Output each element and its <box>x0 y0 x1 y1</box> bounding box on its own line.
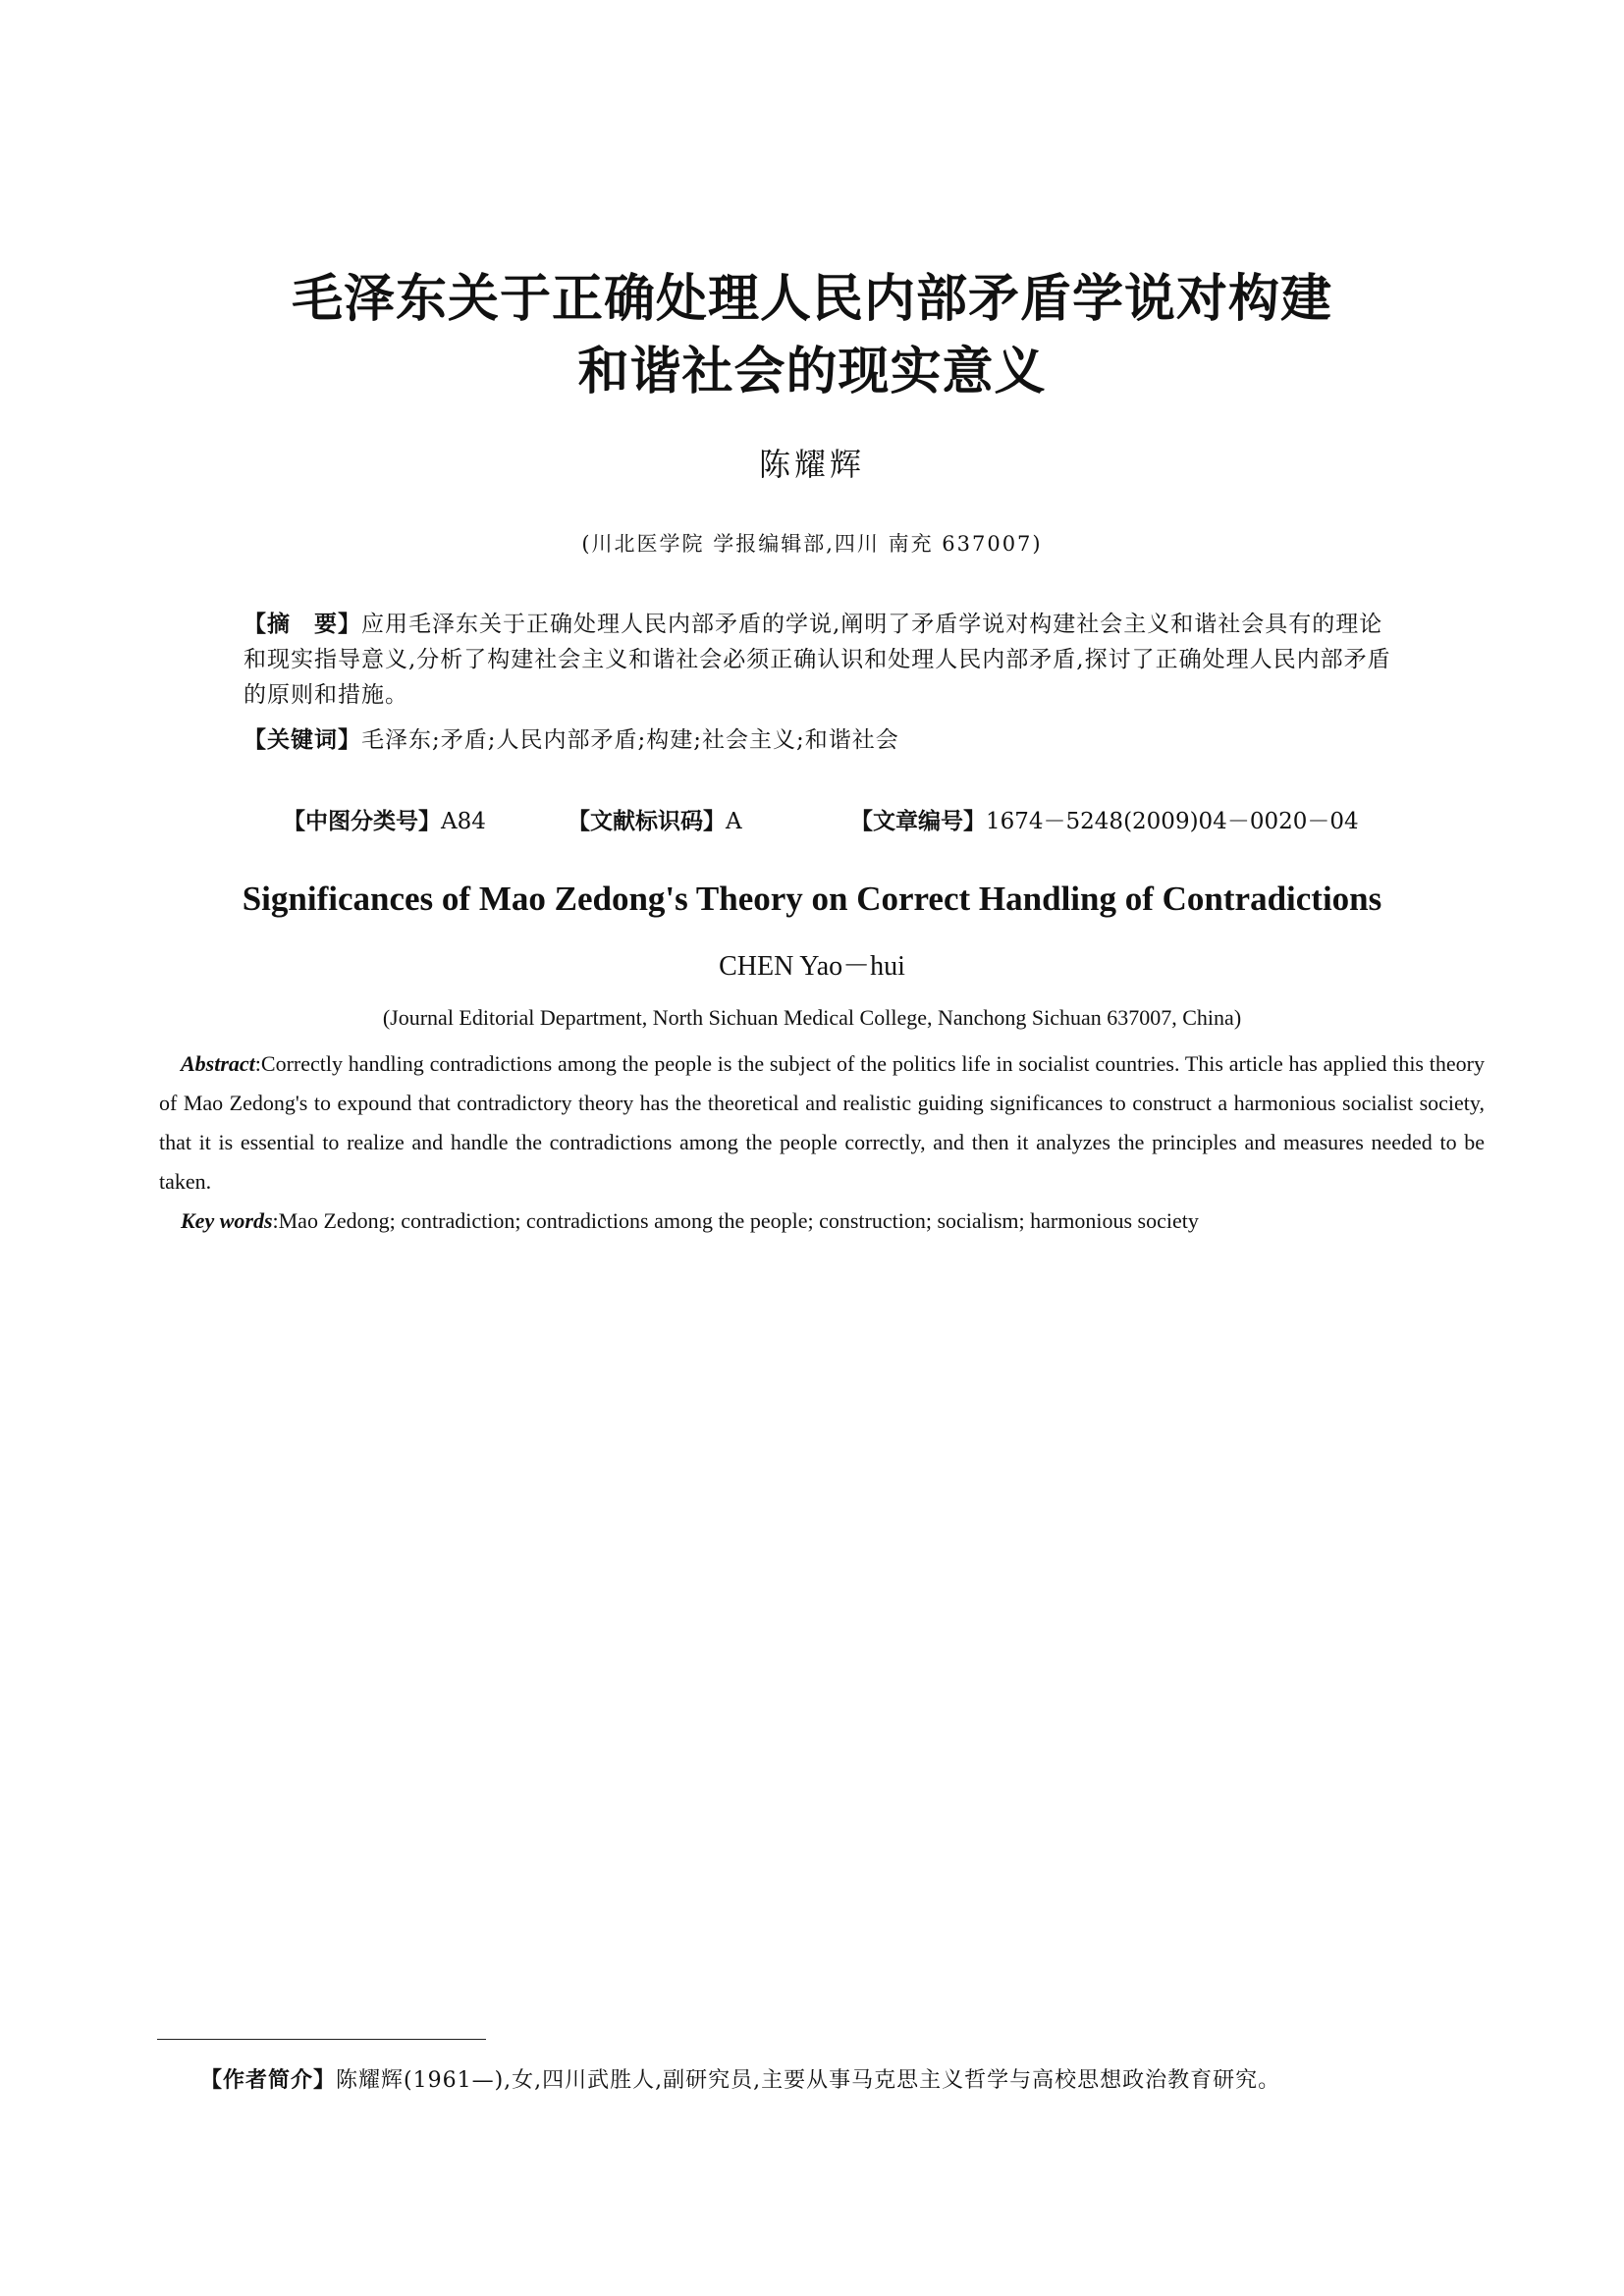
article-number <box>850 803 1359 835</box>
footnote-label: 【作者简介】 <box>200 2068 337 2093</box>
title-en: Significances of Mao Zedong's Theory on Correct Handling of Contradictions <box>242 880 1382 918</box>
footnote-text: 陈耀辉(1961—),女,四川武胜人,副研究员,主要从事马克思主义哲学与高校思想政治教育研究。 <box>336 2068 1281 2093</box>
affiliation-en: (Journal Editorial Department, North Sichuan Medical College, Nanchong Sichuan 637007, China) <box>382 1005 1242 1030</box>
footnote-divider <box>157 2039 486 2040</box>
abstract-cn-label: 【摘 要】 <box>244 612 361 637</box>
keywords-en <box>181 1201 1487 1241</box>
title-line-2: 和谐社会的现实意义 <box>577 342 1047 401</box>
document-code <box>568 803 742 835</box>
author-en: CHEN Yao－hui <box>719 951 905 982</box>
abstract-en <box>159 1044 1485 1201</box>
abstract-en-label: Abstract <box>181 1051 255 1076</box>
document-code-label: 【文献标识码】 <box>568 809 726 834</box>
author-bio-footnote <box>200 2063 1467 2094</box>
clc-label: 【中图分类号】 <box>283 809 441 834</box>
abstract-cn <box>244 607 1402 713</box>
keywords-en-text: :Mao Zedong; contradiction; contradictions among the people; construction; socialism; harmonious society <box>272 1208 1199 1233</box>
article-number-label: 【文章编号】 <box>850 809 986 834</box>
abstract-cn-text: 应用毛泽东关于正确处理人民内部矛盾的学说,阐明了矛盾学说对构建社会主义和谐社会具有的理论和现实指导意义,分析了构建社会主义和谐社会必须正确认识和处理人民内部矛盾,探讨了正确处理人民内部矛盾的原则和措施。 <box>244 612 1391 708</box>
affiliation-cn: (川北医学院 学报编辑部,四川 南充 637007) <box>581 532 1043 556</box>
abstract-en-text: :Correctly handling contradictions among the people is the subject of the politics life in socialist countries. This article has applied this theory of Mao Zedong's to expound that contradictory theory has the theoretical and realistic guiding significances to construct a harmonious socialist society, that it is essential to realize and handle the contradictions among the people correctly, and then it analyzes the principles and measures needed to be taken. <box>159 1051 1485 1194</box>
clc-value: A84 <box>441 809 486 834</box>
keywords-en-label: Key words <box>181 1208 273 1233</box>
document-code-value: A <box>726 809 742 834</box>
keywords-cn <box>244 722 1402 758</box>
keywords-cn-label: 【关键词】 <box>244 727 361 753</box>
keywords-cn-text: 毛泽东;矛盾;人民内部矛盾;构建;社会主义;和谐社会 <box>361 727 899 753</box>
article-number-value: 1674－5248(2009)04－0020－04 <box>986 809 1359 834</box>
author-cn: 陈耀辉 <box>758 446 865 483</box>
clc-number <box>283 803 486 835</box>
title-line-1: 毛泽东关于正确处理人民内部矛盾学说对构建 <box>291 269 1332 329</box>
